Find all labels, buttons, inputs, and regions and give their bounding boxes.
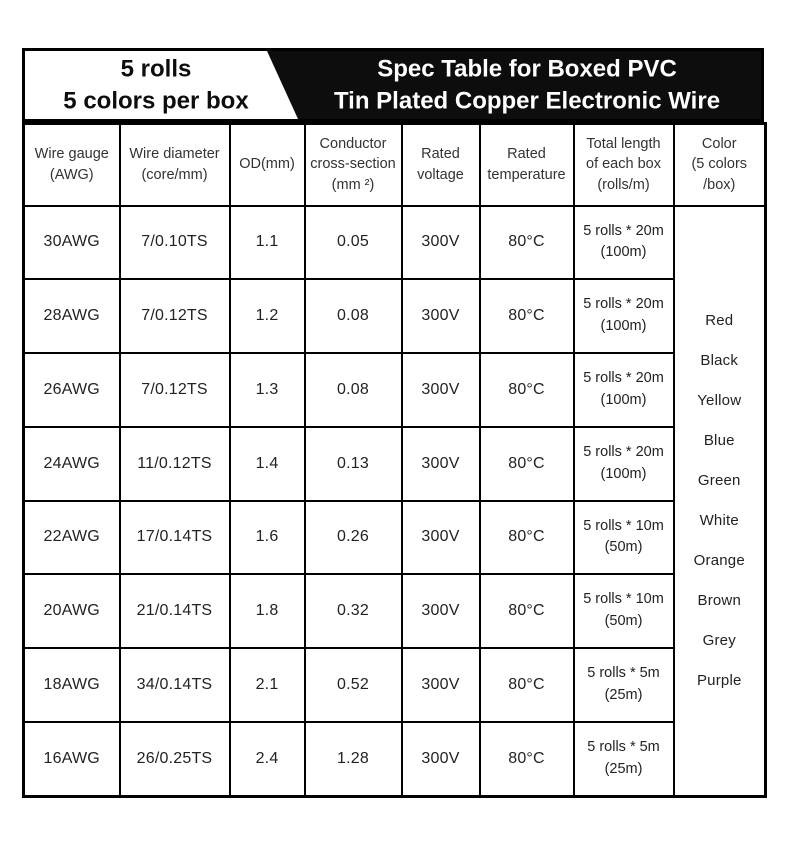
header-line: (AWG) <box>49 166 94 183</box>
cell-cross-section: 0.52 <box>305 648 402 722</box>
cell-total-length <box>574 206 674 280</box>
cell-rated-temperature: 80°C <box>480 722 574 797</box>
length-line: (25m) <box>604 760 643 777</box>
cell-rated-voltage: 300V <box>402 353 480 427</box>
header-line: /box) <box>703 177 736 194</box>
banner-left-line1: 5 rolls <box>120 55 192 83</box>
spec-table <box>22 122 767 798</box>
table-row <box>24 722 766 797</box>
header-line: voltage <box>417 166 464 183</box>
banner-title <box>297 53 757 116</box>
cell-cross-section: 0.13 <box>305 427 402 501</box>
cell-total-length <box>574 648 674 722</box>
banner-title-line2: Tin Plated Copper Electronic Wire <box>333 87 721 114</box>
cell-wire-gauge: 28AWG <box>24 279 120 353</box>
header-line: temperature <box>487 166 566 183</box>
header-line: Rated <box>421 146 460 163</box>
banner-left-line2: 5 colors per box <box>63 87 249 114</box>
length-line: (100m) <box>600 244 647 261</box>
cell-rated-voltage: 300V <box>402 427 480 501</box>
cell-wire-diameter: 21/0.14TS <box>120 574 230 648</box>
color-name: Red <box>705 311 734 329</box>
cell-od: 2.4 <box>230 722 305 797</box>
cell-total-length <box>574 722 674 797</box>
cell-od: 1.8 <box>230 574 305 648</box>
length-line: 5 rolls * 5m <box>587 665 660 682</box>
cell-cross-section: 0.32 <box>305 574 402 648</box>
cell-rated-temperature: 80°C <box>480 206 574 280</box>
cell-rated-temperature: 80°C <box>480 427 574 501</box>
cell-od: 1.1 <box>230 206 305 280</box>
length-line: (50m) <box>604 539 643 556</box>
length-line: (100m) <box>600 318 647 335</box>
table-row <box>24 574 766 648</box>
header-line: Conductor <box>319 135 387 152</box>
header-row <box>24 124 766 206</box>
length-line: 5 rolls * 20m <box>583 296 664 313</box>
cell-rated-voltage: 300V <box>402 574 480 648</box>
header-line: Rated <box>507 146 546 163</box>
cell-rated-temperature: 80°C <box>480 501 574 575</box>
cell-od: 1.3 <box>230 353 305 427</box>
color-name: Purple <box>696 671 742 689</box>
header-line: OD(mm) <box>239 156 295 173</box>
cell-color-list <box>674 206 766 797</box>
length-line: 5 rolls * 20m <box>583 443 664 460</box>
cell-wire-gauge: 22AWG <box>24 501 120 575</box>
col-header-rated-voltage <box>402 124 480 206</box>
cell-od: 1.6 <box>230 501 305 575</box>
cell-wire-gauge: 20AWG <box>24 574 120 648</box>
cell-total-length <box>574 279 674 353</box>
length-line: (25m) <box>604 686 643 703</box>
header-banner <box>22 48 764 122</box>
length-line: 5 rolls * 20m <box>583 370 664 387</box>
cell-wire-diameter: 17/0.14TS <box>120 501 230 575</box>
header-line: Total length <box>586 135 661 152</box>
col-header-rated-temperature <box>480 124 574 206</box>
cell-cross-section: 1.28 <box>305 722 402 797</box>
cell-od: 1.2 <box>230 279 305 353</box>
cell-wire-gauge: 30AWG <box>24 206 120 280</box>
header-line: (5 colors <box>691 156 748 173</box>
banner-title-line1: Spec Table for Boxed PVC <box>377 55 677 83</box>
color-name: Black <box>700 351 739 369</box>
col-header-od <box>230 124 305 206</box>
cell-rated-voltage: 300V <box>402 279 480 353</box>
cell-cross-section: 0.26 <box>305 501 402 575</box>
color-name: Orange <box>693 551 745 569</box>
color-name: Grey <box>702 631 736 649</box>
table-row <box>24 353 766 427</box>
cell-total-length <box>574 501 674 575</box>
length-line: (50m) <box>604 613 643 630</box>
col-header-color <box>674 124 766 206</box>
cell-total-length <box>574 574 674 648</box>
cell-wire-diameter: 26/0.25TS <box>120 722 230 797</box>
length-line: 5 rolls * 10m <box>583 517 664 534</box>
header-line: (mm ²) <box>331 177 375 194</box>
cell-rated-voltage: 300V <box>402 722 480 797</box>
cell-rated-temperature: 80°C <box>480 353 574 427</box>
cell-wire-gauge: 26AWG <box>24 353 120 427</box>
col-header-wire-gauge <box>24 124 120 206</box>
table-row <box>24 279 766 353</box>
cell-od: 1.4 <box>230 427 305 501</box>
cell-od: 2.1 <box>230 648 305 722</box>
cell-cross-section: 0.08 <box>305 279 402 353</box>
cell-wire-diameter: 7/0.12TS <box>120 279 230 353</box>
header-line: Wire diameter <box>129 146 220 163</box>
col-header-total-length <box>574 124 674 206</box>
cell-wire-diameter: 7/0.10TS <box>120 206 230 280</box>
table-row <box>24 206 766 280</box>
cell-rated-voltage: 300V <box>402 501 480 575</box>
cell-total-length <box>574 353 674 427</box>
header-line: of each box <box>586 156 661 173</box>
cell-wire-diameter: 11/0.12TS <box>120 427 230 501</box>
cell-rated-temperature: 80°C <box>480 574 574 648</box>
col-header-wire-diameter <box>120 124 230 206</box>
table-row <box>24 501 766 575</box>
color-name: Green <box>697 471 741 489</box>
cell-wire-gauge: 18AWG <box>24 648 120 722</box>
table-row <box>24 648 766 722</box>
header-line: Color <box>701 135 737 152</box>
header-line: cross-section <box>310 156 396 173</box>
col-header-cross-section <box>305 124 402 206</box>
header-line: Wire gauge <box>34 146 109 163</box>
header-line: (rolls/m) <box>597 177 650 194</box>
length-line: 5 rolls * 20m <box>583 222 664 239</box>
banner-left-text <box>25 53 287 116</box>
color-name: Brown <box>697 591 742 609</box>
header-line: (core/mm) <box>141 166 208 183</box>
cell-total-length <box>574 427 674 501</box>
color-name: Yellow <box>697 391 742 409</box>
length-line: (100m) <box>600 391 647 408</box>
cell-wire-diameter: 34/0.14TS <box>120 648 230 722</box>
cell-wire-gauge: 16AWG <box>24 722 120 797</box>
cell-wire-diameter: 7/0.12TS <box>120 353 230 427</box>
cell-rated-voltage: 300V <box>402 206 480 280</box>
cell-wire-gauge: 24AWG <box>24 427 120 501</box>
length-line: (100m) <box>600 465 647 482</box>
cell-cross-section: 0.05 <box>305 206 402 280</box>
color-name: White <box>699 511 739 529</box>
cell-rated-voltage: 300V <box>402 648 480 722</box>
length-line: 5 rolls * 5m <box>587 739 660 756</box>
cell-cross-section: 0.08 <box>305 353 402 427</box>
length-line: 5 rolls * 10m <box>583 591 664 608</box>
cell-rated-temperature: 80°C <box>480 279 574 353</box>
table-row <box>24 427 766 501</box>
cell-rated-temperature: 80°C <box>480 648 574 722</box>
color-name: Blue <box>703 431 735 449</box>
